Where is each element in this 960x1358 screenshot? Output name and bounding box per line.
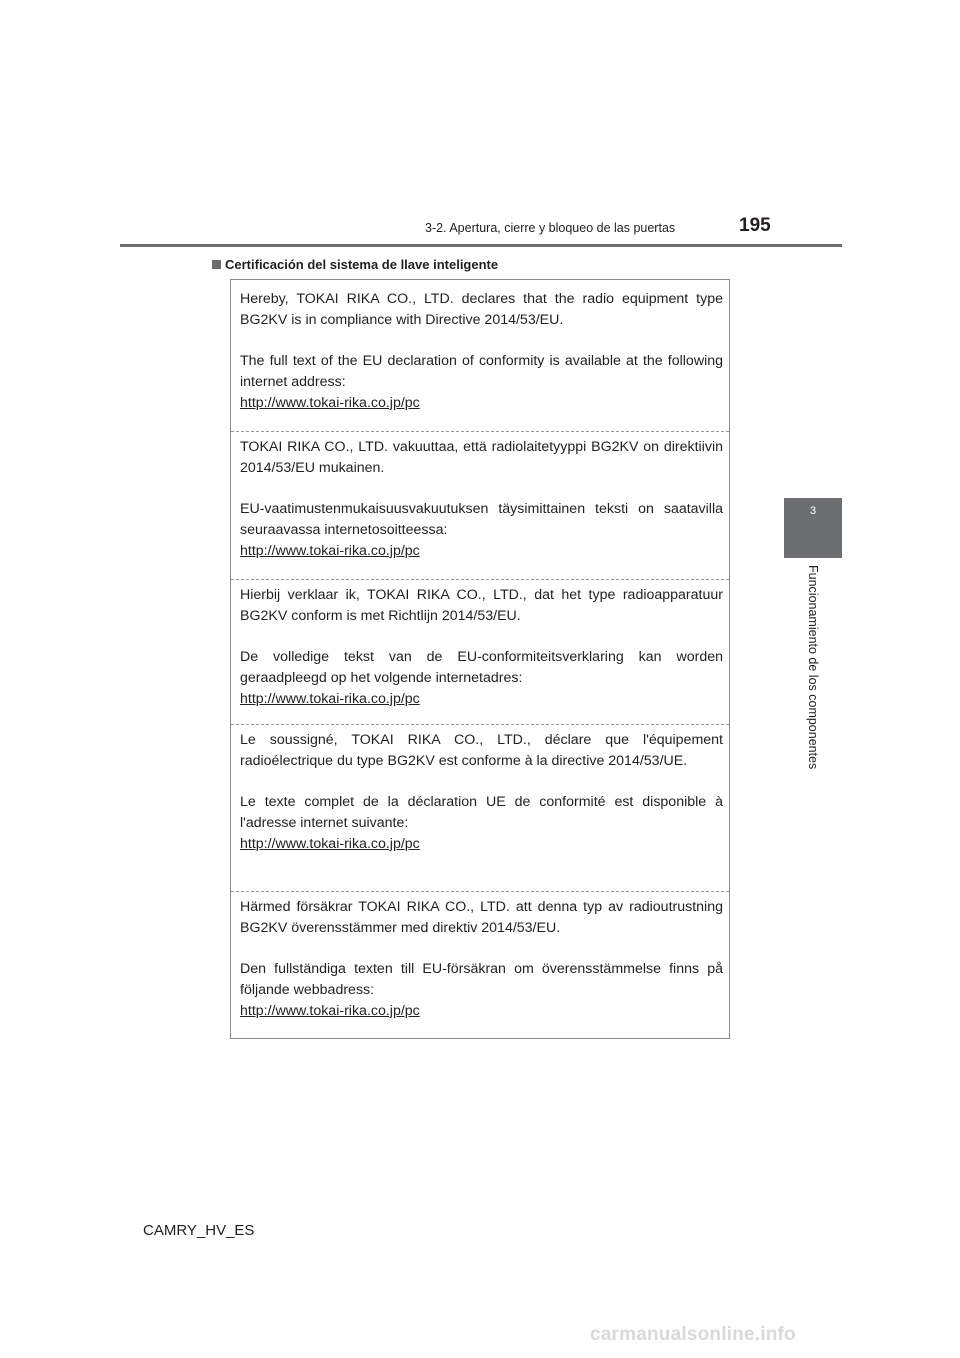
section-heading [212, 257, 498, 272]
conformity-text-body: EU-vaatimustenmukaisuusvakuutuksen täysimittainen teksti on saatavilla seuraavassa internetosoitteessa: [240, 501, 723, 538]
conformity-link[interactable]: http://www.tokai-rika.co.jp/pc [240, 836, 420, 852]
conformity-link[interactable]: http://www.tokai-rika.co.jp/pc [240, 1003, 420, 1019]
square-bullet-icon [212, 260, 221, 269]
certification-block-french [231, 724, 729, 855]
chapter-side-label: Funcionamiento de los componentes [806, 565, 820, 770]
certification-block-swedish [231, 891, 729, 1022]
declaration-text: TOKAI RIKA CO., LTD. vakuuttaa, että radiolaitetyyppi BG2KV on direktiivin 2014/53/EU mukainen. [240, 439, 723, 476]
declaration-text: Hierbij verklaar ik, TOKAI RIKA CO., LTD., dat het type radioapparatuur BG2KV conform is met Richtlijn 2014/53/EU. [240, 587, 723, 624]
conformity-link[interactable]: http://www.tokai-rika.co.jp/pc [240, 395, 420, 411]
chapter-side-tab [784, 498, 842, 558]
certification-block-finnish [231, 431, 729, 562]
conformity-link[interactable]: http://www.tokai-rika.co.jp/pc [240, 691, 420, 707]
conformity-text-body: Le texte complet de la déclaration UE de conformité est disponible à l'adresse internet suivante: [240, 794, 723, 831]
conformity-text [240, 959, 723, 1022]
certification-box [230, 279, 730, 1039]
page-number: 195 [739, 215, 771, 236]
header-section-title: 3-2. Apertura, cierre y bloqueo de las puertas [425, 221, 676, 235]
conformity-text-body: De volledige tekst van de EU-conformiteitsverklaring kan worden geraadpleegd op het volgende internetadres: [240, 649, 723, 686]
footer-model-code: CAMRY_HV_ES [143, 1222, 255, 1239]
conformity-text-body: Den fullständiga texten till EU-försäkran om överensstämmelse finns på följande webbadress: [240, 961, 723, 998]
watermark: carmanualsonline.info [590, 1324, 796, 1345]
certification-block-english [231, 289, 729, 414]
chapter-number: 3 [809, 505, 817, 517]
conformity-text [240, 647, 723, 710]
conformity-text [240, 351, 723, 414]
declaration-text: Hereby, TOKAI RIKA CO., LTD. declares that the radio equipment type BG2KV is in compliance with Directive 2014/53/EU. [240, 291, 723, 328]
declaration-text: Le soussigné, TOKAI RIKA CO., LTD., déclare que l'équipement radioélectrique du type BG2KV est conforme à la directive 2014/53/UE. [240, 732, 723, 769]
header-rule [120, 244, 842, 247]
declaration-text: Härmed försäkrar TOKAI RIKA CO., LTD. att denna typ av radioutrustning BG2KV överensstämmer med direktiv 2014/53/EU. [240, 899, 723, 936]
certification-block-dutch [231, 579, 729, 710]
conformity-text [240, 499, 723, 562]
conformity-text-body: The full text of the EU declaration of conformity is available at the following internet address: [240, 353, 723, 390]
conformity-link[interactable]: http://www.tokai-rika.co.jp/pc [240, 543, 420, 559]
section-heading-text: Certificación del sistema de llave inteligente [225, 257, 499, 272]
conformity-text [240, 792, 723, 855]
